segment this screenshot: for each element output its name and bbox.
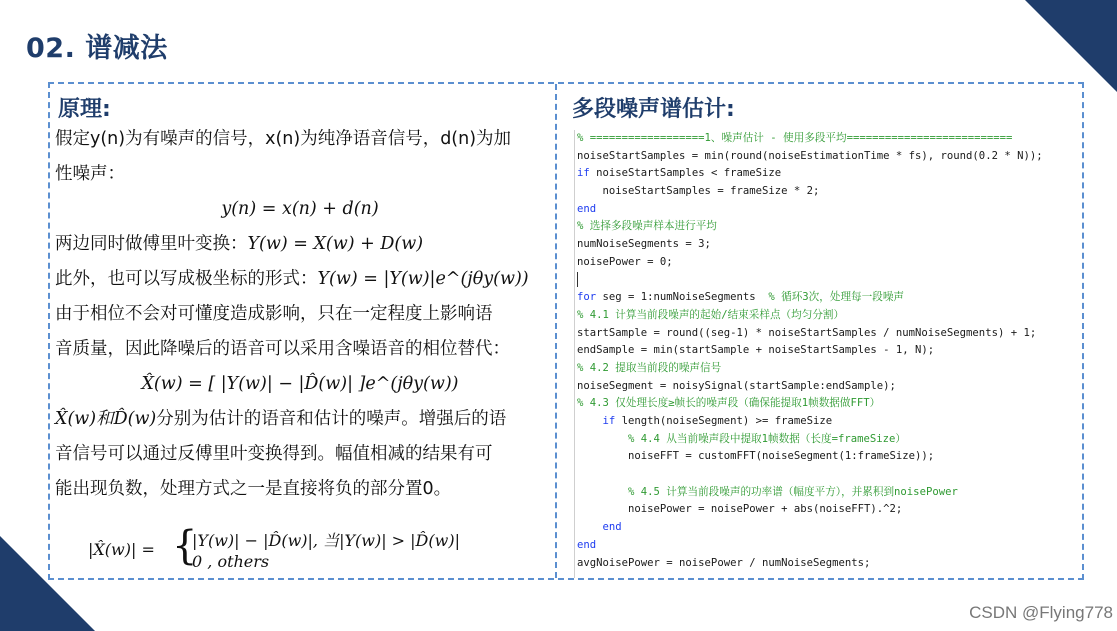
- code-line: avgNoisePower = noisePower / numNoiseSegments;: [577, 556, 871, 569]
- code-line: noisePower = 0;: [577, 255, 673, 268]
- piecewise-row-1: |Y(w)| − |D̂(w)|, 当|Y(w)| > |D̂(w)|: [192, 531, 460, 550]
- code-line: [575, 272, 1075, 290]
- text-cursor: [577, 272, 578, 287]
- paragraph-estimate: [52, 402, 548, 437]
- para-text: 假定y(n)为有噪声的信号，x(n)为纯净语音信号，d(n)为加: [55, 129, 512, 149]
- code-block: [574, 130, 1075, 578]
- code-line: noiseSegment = noisySignal(startSample:endSample);: [577, 379, 896, 392]
- paragraph-definition: [52, 122, 548, 157]
- paragraph-polar: [52, 262, 548, 297]
- code-line: % 4.3 仅处理长度≥帧长的噪声段（确保能提取1帧数据做FFT）: [577, 397, 881, 410]
- watermark: CSDN @Flying778: [969, 603, 1113, 622]
- code-line: noiseFFT = customFFT(noiseSegment(1:frameSize));: [577, 450, 935, 463]
- code-line: [575, 466, 1075, 484]
- code-line: end: [577, 202, 597, 215]
- content-frame: [48, 82, 1084, 580]
- corner-decoration-top-right: [1025, 0, 1117, 92]
- code-line: noisePower = noisePower + abs(noiseFFT).^2;: [577, 503, 903, 516]
- code-panel-title: 多段噪声谱估计:: [572, 97, 735, 122]
- code-line: for seg = 1:numNoiseSegments % 循环3次，处理每一段噪声: [577, 291, 905, 304]
- code-line: % 4.1 计算当前段噪声的起始/结束采样点（均匀分割）: [577, 308, 845, 321]
- code-line: if noiseStartSamples < frameSize: [577, 167, 782, 180]
- equation-2: X̂(w) = [ |Y(w)| − |D̂(w)| ]e^(jθy(w)): [141, 374, 459, 394]
- para-text: 两边同时做傅里叶变换：: [55, 234, 248, 254]
- code-line: end: [602, 521, 622, 534]
- inline-math: Y(w) = X(w) + D(w): [247, 234, 424, 254]
- code-line: noiseStartSamples = frameSize * 2;: [577, 185, 820, 198]
- para-text: 性噪声：: [55, 164, 125, 184]
- piecewise-lhs: |X̂(w)| =: [88, 540, 155, 559]
- column-divider: [555, 84, 557, 578]
- code-line: startSample = round((seg-1) * noiseStartSamples / numNoiseSegments) + 1;: [577, 326, 1037, 339]
- code-line: % 4.4 从当前噪声段中提取1帧数据（长度=frameSize）: [577, 432, 906, 445]
- para-text: 能出现负数，处理方式之一是直接将负的部分置0。: [55, 479, 452, 499]
- code-line: numNoiseSegments = 3;: [577, 238, 711, 251]
- code-line: noiseStartSamples = min(round(noiseEstimationTime * fs), round(0.2 * N));: [577, 149, 1043, 162]
- para-text: 由于相位不会对可懂度造成影响，只在一定程度上影响语: [55, 304, 493, 324]
- code-line: end: [577, 538, 597, 551]
- paragraph-phase: [52, 297, 548, 332]
- para-text: 音信号可以通过反傅里叶变换得到。幅值相减的结果有可: [55, 444, 493, 464]
- paragraph-estimate-cont: [52, 437, 548, 472]
- principle-title: 原理:: [58, 97, 111, 122]
- code-line: % 4.5 计算当前段噪声的功率谱（幅度平方），并累积到noisePower: [577, 485, 958, 498]
- code-line: if length(noiseSegment) >= frameSize: [602, 415, 833, 427]
- piecewise-row-2: 0 , others: [192, 552, 270, 571]
- inline-math: X̂(w)和D̂(w): [55, 409, 157, 429]
- inline-math: Y(w) = |Y(w)|e^(jθy(w)): [317, 269, 529, 289]
- paragraph-phase-cont: [52, 332, 548, 367]
- paragraph-estimate-cont2: [52, 472, 548, 507]
- brace-icon: {: [172, 523, 198, 569]
- code-line: % 选择多段噪声样本进行平均: [577, 220, 717, 233]
- code-line: % ==================1、噪声估计 - 使用多段平均==========================: [577, 132, 1013, 144]
- paragraph-definition-cont: [52, 157, 548, 192]
- code-line: % 4.2 提取当前段的噪声信号: [577, 361, 722, 374]
- para-text: 此外，也可以写成极坐标的形式：: [55, 269, 318, 289]
- equation-1: y(n) = x(n) + d(n): [221, 199, 379, 219]
- principle-panel: [52, 84, 548, 507]
- code-line: endSample = min(startSample + noiseStartSamples - 1, N);: [577, 344, 935, 357]
- piecewise-equation: [88, 524, 548, 580]
- para-text: 音质量，因此降噪后的语音可以采用含噪语音的相位替代：: [55, 339, 510, 359]
- para-text: 分别为估计的语音和估计的噪声。增强后的语: [156, 409, 507, 429]
- page-title: 02. 谱减法: [26, 33, 168, 64]
- paragraph-fourier: [52, 227, 548, 262]
- code-panel: [566, 84, 1084, 569]
